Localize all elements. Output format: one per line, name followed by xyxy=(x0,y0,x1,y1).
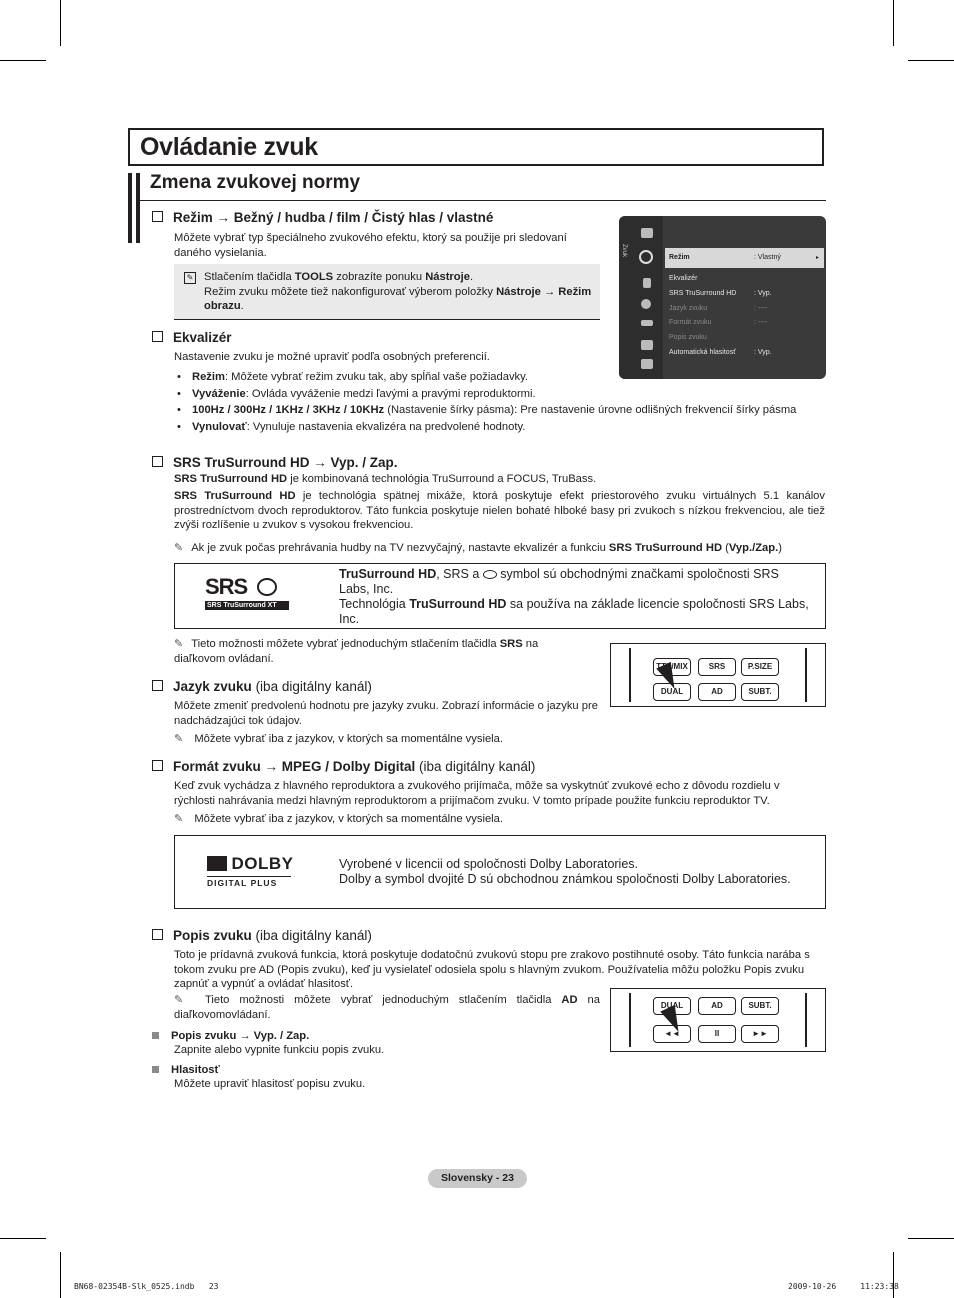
support-icon xyxy=(641,359,653,369)
checkbox-icon xyxy=(152,680,163,691)
sound-icon xyxy=(639,250,653,264)
dual-button[interactable]: DUAL xyxy=(653,997,691,1015)
note-icon: ✎ xyxy=(174,994,184,1006)
page-title: Ovládanie zvuk xyxy=(140,133,318,161)
srs-note: ✎ Ak je zvuk počas prehrávania hudby na TV nezvyčajný, nastavte ekvalizér a funkciu SRS TruSurround HD (Vyp./Zap.) xyxy=(174,542,782,554)
dolby-logo-sub: DIGITAL PLUS xyxy=(207,876,291,888)
popis-remote-note: ✎ Tieto možnosti môžete vybrať jednoduchým stlačením tlačidla AD na diaľkovomovládaní. xyxy=(174,994,601,1021)
note-icon: ✎ xyxy=(174,813,184,825)
rezim-body: Môžete vybrať typ špeciálneho zvukového efektu, ktorý sa použije pri sledovaní daného vysielania. xyxy=(174,232,567,259)
ttx-mix-button[interactable]: TTX/MIX xyxy=(653,658,691,676)
popis-sub1: Popis zvuku → Vyp. / Zap. xyxy=(152,1029,309,1044)
tv-sound-menu xyxy=(619,216,826,379)
subt-button[interactable]: SUBT. xyxy=(741,997,779,1015)
menu-item[interactable]: Formát zvuku xyxy=(669,319,712,326)
note-icon: ✎ xyxy=(174,638,184,650)
srs-p2: SRS TruSurround HD je technológia spätnej mixáže, ktorá poskytuje efekt priestorového zvuku virtuálnych 5.1 kanálov prostredníctvom dvoch reproduktorov. Táto funkcia poskytuje nielen bohaté hlboké basy pri zvukoch s nízkou frekvenciou, ale tiež zvýši rozlíšenie u zvukov s vysokou frekvenciou. xyxy=(174,490,825,531)
checkbox-icon xyxy=(152,929,163,940)
checkbox-icon xyxy=(152,211,163,222)
checkbox-icon xyxy=(152,456,163,467)
menu-value: : Vyp. xyxy=(754,349,772,356)
square-bullet-icon xyxy=(152,1032,159,1039)
checkbox-icon xyxy=(152,331,163,342)
ekvalizer-body: Nastavenie zvuku je možné upraviť podľa osobných preferencií. xyxy=(174,351,490,363)
srs-logo-sub: SRS TruSurround XT xyxy=(205,601,289,610)
crop-mark xyxy=(908,1238,954,1239)
heading-rezim: Režim → Bežný / hudba / film / Čistý hlas / vlastné xyxy=(152,210,493,225)
srs-trademark-box xyxy=(174,563,826,629)
menu-item[interactable]: Automatická hlasitosť xyxy=(669,349,736,356)
list-item: • 100Hz / 300Hz / 1KHz / 3KHz / 10KHz (Nastavenie šírky pásma): Pre nastavenie úrovne odlišných frekvencií šírky pásma xyxy=(174,402,796,419)
srs-circle-icon xyxy=(257,578,277,596)
application-icon xyxy=(641,340,653,350)
crop-mark xyxy=(60,0,61,46)
note-icon: ✎ xyxy=(174,542,184,554)
menu-value-rezim: : Vlastný xyxy=(754,254,781,261)
heading-format: Formát zvuku → MPEG / Dolby Digital (iba digitálny kanál) xyxy=(152,759,535,774)
crop-mark xyxy=(893,1252,894,1298)
rewind-button[interactable]: ◄◄ xyxy=(653,1025,691,1043)
list-item: • Vyváženie: Ovláda vyváženie medzi ľavými a pravými reproduktormi. xyxy=(174,386,796,403)
menu-item[interactable]: Ekvalizér xyxy=(669,275,698,282)
popis-sub2-body: Môžete upraviť hlasitosť popisu zvuku. xyxy=(174,1078,366,1090)
dual-button[interactable]: DUAL xyxy=(653,683,691,701)
menu-sidebar xyxy=(619,216,663,379)
p-size-button[interactable]: P.SIZE xyxy=(741,658,779,676)
tools-note-text: Stlačením tlačidla TOOLS zobrazíte ponuku Nástroje. Režim zvuku môžete tiež nakonfigurovať výberom položky Nástroje → Režim obrazu. xyxy=(204,271,592,312)
list-item: • Vynulovať: Vynuluje nastavenia ekvalizéra na predvolené hodnoty. xyxy=(174,419,796,436)
srs-trademark-text: TruSurround HD, SRS a symbol sú obchodnými značkami spoločnosti SRS Labs, Inc. Technológia TruSurround HD sa používa na základe licencie spoločnosti SRS Labs, Inc. xyxy=(339,567,809,626)
crop-mark xyxy=(0,60,46,61)
footer-date: 2009-10-26 ￼ 11:23:38 xyxy=(788,1282,899,1291)
format-note: ✎ Môžete vybrať iba z jazykov, v ktorých sa momentálne vysiela. xyxy=(174,813,503,825)
heading-jazyk: Jazyk zvuku (iba digitálny kanál) xyxy=(152,679,372,694)
crop-mark xyxy=(908,60,954,61)
list-item: • Režim: Môžete vybrať režim zvuku tak, aby spĺňal vaše požiadavky. xyxy=(174,369,796,386)
ad-button[interactable]: AD xyxy=(698,997,736,1015)
jazyk-note: ✎ Môžete vybrať iba z jazykov, v ktorých sa momentálne vysiela. xyxy=(174,733,503,745)
chevron-right-icon: ▸ xyxy=(816,255,820,261)
srs-symbol-icon xyxy=(483,570,497,579)
dolby-dd-icon xyxy=(207,856,227,871)
menu-item[interactable]: Popis zvuku xyxy=(669,334,707,341)
tools-note-box xyxy=(174,264,600,320)
section-subtitle: Zmena zvukovej normy xyxy=(150,172,361,193)
heading-ekvalizer: Ekvalizér xyxy=(152,330,232,345)
square-bullet-icon xyxy=(152,1066,159,1073)
checkbox-icon xyxy=(152,760,163,771)
remote-illustration-1 xyxy=(610,643,826,707)
page-number-badge: Slovensky - 23 xyxy=(428,1169,527,1188)
menu-side-label: Zvuk xyxy=(621,244,627,258)
dolby-logo xyxy=(207,854,299,888)
picture-icon xyxy=(641,228,653,238)
ekvalizer-list xyxy=(174,369,796,435)
menu-item[interactable]: Jazyk zvuku xyxy=(669,305,708,312)
footer-file: BN68-02354B-Slk_0525.indb 23 xyxy=(74,1282,219,1291)
setup-gear-icon xyxy=(641,299,651,309)
srs-button[interactable]: SRS xyxy=(698,658,736,676)
subt-button[interactable]: SUBT. xyxy=(741,683,779,701)
heading-popis: Popis zvuku (iba digitálny kanál) xyxy=(152,928,372,943)
input-icon xyxy=(641,320,653,326)
pause-button[interactable]: II xyxy=(698,1025,736,1043)
srs-logo xyxy=(205,576,289,616)
popis-body: Toto je prídavná zvuková funkcia, ktorá poskytuje dodatočnú zvukovú stopu pre zrakovo postihnuté osoby. Táto funkcia narába s tokom zvuku pre AD (Popis zvuku), keď ju vysielateľ odosiela spolu s hlavným zvukom. Používatelia môžu položku Popis zvuku zapnúť a vypnúť a ovládať hlasitosť. xyxy=(174,949,810,990)
menu-item[interactable]: SRS TruSurround HD xyxy=(669,290,737,297)
menu-item-rezim[interactable]: Režim xyxy=(669,254,690,261)
dolby-trademark-text: Vyrobené v licencii od spoločnosti Dolby Laboratories. Dolby a symbol dvojité D sú obchodnou známkou spoločnosti Dolby Laboratories. xyxy=(339,857,791,886)
dolby-logo-text: DOLBY xyxy=(231,854,294,873)
crop-mark xyxy=(893,0,894,46)
tools-note-icon: ✎ xyxy=(184,272,196,284)
crop-mark xyxy=(60,1252,61,1298)
section-bar xyxy=(136,173,140,243)
menu-value: : ---- xyxy=(754,305,768,312)
format-body: Keď zvuk vychádza z hlavného reproduktora a zvukového prijímača, môže sa vyskytnúť zvukové echo z dôvodu rozdielu v rýchlosti nahrávania medzi hlavným reproduktorom a prijímačom zvuku. V tomto prípade použite funkciu reproduktor TV. xyxy=(174,780,780,807)
section-bar xyxy=(128,173,132,243)
divider xyxy=(140,200,826,201)
menu-value: : ---- xyxy=(754,319,768,326)
fast-forward-button[interactable]: ►► xyxy=(741,1025,779,1043)
crop-mark xyxy=(0,1238,46,1239)
menu-value: : Vyp. xyxy=(754,290,772,297)
ad-button[interactable]: AD xyxy=(698,683,736,701)
popis-sub2: Hlasitosť xyxy=(152,1063,220,1078)
dolby-trademark-box xyxy=(174,835,826,909)
jazyk-body: Môžete zmeniť predvolenú hodnotu pre jazyky zvuku. Zobrazí informácie o jazyku pre nadchádzajúci tok údajov. xyxy=(174,700,598,727)
srs-logo-text: SRS xyxy=(205,574,248,599)
heading-srs: SRS TruSurround HD → Vyp. / Zap. xyxy=(152,455,398,470)
channel-icon xyxy=(643,278,651,288)
note-icon: ✎ xyxy=(174,733,184,745)
srs-remote-note: ✎ Tieto možnosti môžete vybrať jednoduchým stlačením tlačidla SRS na diaľkovom ovládaní. xyxy=(174,638,539,665)
page-title-box xyxy=(128,128,824,166)
remote-illustration-2 xyxy=(610,988,826,1052)
popis-sub1-body: Zapnite alebo vypnite funkciu popis zvuku. xyxy=(174,1044,385,1056)
srs-p1: SRS TruSurround HD je kombinovaná technológia TruSurround a FOCUS, TruBass. xyxy=(174,473,597,485)
